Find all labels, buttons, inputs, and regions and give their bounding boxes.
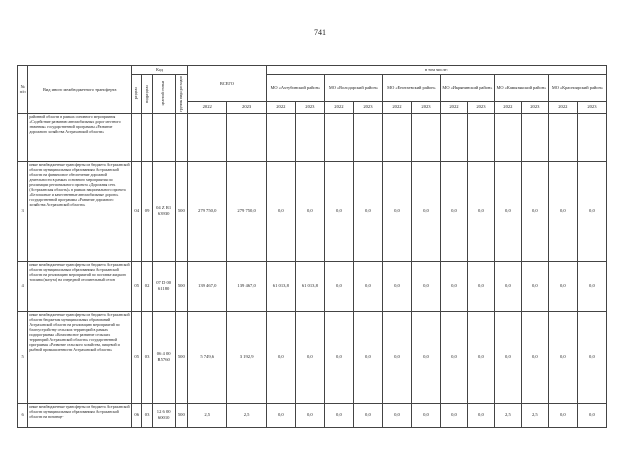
- podrazdel-code: 02: [142, 261, 152, 311]
- header-transfer-type: Вид иного межбюджетного трансферта: [28, 66, 132, 114]
- total-2022: 5 749,6: [188, 311, 227, 403]
- transfer-description: иные межбюджетные трансферты из бюджета Астраханской области бюджетам муниципальных образований Астраханской области на реализацию мероприятий по благоустройству сельских территорий в рамках подпрограммы «Комплексное развитие сельских территорий Астраханской области» государственной программы «Развитие сельского хозяйства, пищевой и рыбной промышленности Астраханской области»: [28, 311, 132, 403]
- csr-code: 06 4 00 R5760: [152, 311, 175, 403]
- total-2022: 139 467,0: [188, 261, 227, 311]
- header-district-kamyzyaksky: МО «Камызякский район»: [494, 74, 548, 101]
- razdel-code: 04: [132, 161, 142, 261]
- header-year: 2023: [521, 101, 548, 113]
- header-code-group: Код: [132, 66, 188, 75]
- header-year: 2022: [324, 101, 353, 113]
- total-2023: 139 467,0: [227, 261, 266, 311]
- table-row: 5 иные межбюджетные трансферты из бюджета Астраханской области бюджетам муниципальных образований Астраханской области на реализацию мероприятий по благоустройству сельских территорий в рамках подпрограммы «Комплексное развитие сельских территорий Астраханской области» государственной программы «Развитие сельского хозяйства, пищевой и рыбной промышленности Астраханской области» 05 03 06 4 00 R5760 500 5 749,6 3 192,9 0,0 0,0 0,0 0,0 0,0 0,0 0,0 0,0 0,0 0,0 0,0 0,0: [18, 311, 607, 403]
- header-year: 2023: [227, 101, 266, 113]
- table-row: [18, 113, 607, 161]
- header-year: 2022: [441, 101, 468, 113]
- header-num: № п/п: [18, 66, 28, 114]
- transfer-description: иные межбюджетные трансферты из бюджета Астраханской области муниципальным образованиям Астраханской области на реализацию мероприятий по поставке жидкого топлива (мазута) на очередной отопительный сезон: [28, 261, 132, 311]
- transfer-description: иные межбюджетные трансферты из бюджета Астраханской области муниципальным образованиям Астраханской области на возмеще-: [28, 403, 132, 427]
- header-year: 2022: [382, 101, 411, 113]
- header-razdel: раздела: [132, 74, 142, 113]
- csr-code: 12 6 00 60010: [152, 403, 175, 427]
- transfer-description: районной области в рамках основного мероприятия «Содействие развитию автомобильных дорог местного значения» государственной программы «Развитие дорожного хозяйства Астраханской области»: [28, 113, 132, 161]
- header-year: 2022: [266, 101, 295, 113]
- razdel-code: 05: [132, 261, 142, 311]
- row-number: 6: [18, 403, 28, 427]
- header-year: 2023: [295, 101, 324, 113]
- table-row: 6 иные межбюджетные трансферты из бюджета Астраханской области муниципальным образованиям Астраханской области на возмеще- 06 03 12 6 00 60010 500 2,5 2,5 0,0 0,0 0,0 0,0 0,0 0,0 0,0 0,0 2,5 2,5 0,0 0,0: [18, 403, 607, 427]
- transfer-description: иные межбюджетные трансферты из бюджета Астраханской области муниципальным образованиям Астраханской области на финансовое обеспечение дорожной деятельности в рамках основного мероприятия по реализации регионального проекта «Дорожная сеть (Астраханская область)» в рамках национального проекта «Безопасные и качественные автомобильные дороги» государственной программы «Развитие дорожного хозяйства Астраханской области»: [28, 161, 132, 261]
- page-number: 741: [314, 28, 326, 37]
- header-district-enotaevsky: МО «Енотаевский район»: [382, 74, 440, 101]
- podrazdel-code: 03: [142, 403, 152, 427]
- transfers-table: [17, 65, 607, 428]
- header-year: 2023: [577, 101, 606, 113]
- razdel-code: 06: [132, 403, 142, 427]
- header-total: ВСЕГО: [188, 66, 267, 102]
- header-vr: группы вида расходов: [175, 74, 187, 113]
- header-district-ikryaninsky: МО «Икрянинский район»: [441, 74, 495, 101]
- header-including: в том числе:: [266, 66, 606, 75]
- vr-code: 500: [175, 161, 187, 261]
- header-district-krasnoyarsky: МО «Красноярский район»: [548, 74, 606, 101]
- vr-code: 500: [175, 311, 187, 403]
- header-district-akhtubinsky: МО «Ахтубинский район»: [266, 74, 324, 101]
- header-year: 2022: [494, 101, 521, 113]
- header-year: 2023: [411, 101, 440, 113]
- row-number: 5: [18, 311, 28, 403]
- podrazdel-code: 09: [142, 161, 152, 261]
- header-year: 2022: [548, 101, 577, 113]
- header-year: 2023: [467, 101, 494, 113]
- total-2023: 279 750,0: [227, 161, 266, 261]
- row-number: 4: [18, 261, 28, 311]
- table-row: 4 иные межбюджетные трансферты из бюджета Астраханской области муниципальным образованиям Астраханской области на реализацию мероприятий по поставке жидкого топлива (мазута) на очередной отопительный сезон 05 02 07 D 00 61180 500 139 467,0 139 467,0 61 013,8 61 013,8 0,0 0,0 0,0 0,0 0,0 0,0 0,0 0,0 0,0 0,0: [18, 261, 607, 311]
- row-number: 3: [18, 161, 28, 261]
- total-2022: 2,5: [188, 403, 227, 427]
- header-year: 2022: [188, 101, 227, 113]
- total-2022: 279 750,0: [188, 161, 227, 261]
- table-row: 3 иные межбюджетные трансферты из бюджета Астраханской области муниципальным образованиям Астраханской области на финансовое обеспечение дорожной деятельности в рамках основного мероприятия по реализации регионального проекта «Дорожная сеть (Астраханская область)» в рамках национального проекта «Безопасные и качественные автомобильные дороги» государственной программы «Развитие дорожного хозяйства Астраханской области» 04 09 04 Z R1 63930 500 279 750,0 279 750,0 0,0 0,0 0,0 0,0 0,0 0,0 0,0 0,0 0,0 0,0 0,0 0,0: [18, 161, 607, 261]
- podrazdel-code: 03: [142, 311, 152, 403]
- razdel-code: 05: [132, 311, 142, 403]
- vr-code: 500: [175, 261, 187, 311]
- header-district-volodarsky: МО «Володарский район»: [324, 74, 382, 101]
- total-2023: 2,5: [227, 403, 266, 427]
- total-2023: 3 192,9: [227, 311, 266, 403]
- header-year: 2023: [353, 101, 382, 113]
- header-podrazdel: подраздела: [142, 74, 152, 113]
- vr-code: 500: [175, 403, 187, 427]
- header-csr: целевой статьи: [152, 74, 175, 113]
- csr-code: 04 Z R1 63930: [152, 161, 175, 261]
- csr-code: 07 D 00 61180: [152, 261, 175, 311]
